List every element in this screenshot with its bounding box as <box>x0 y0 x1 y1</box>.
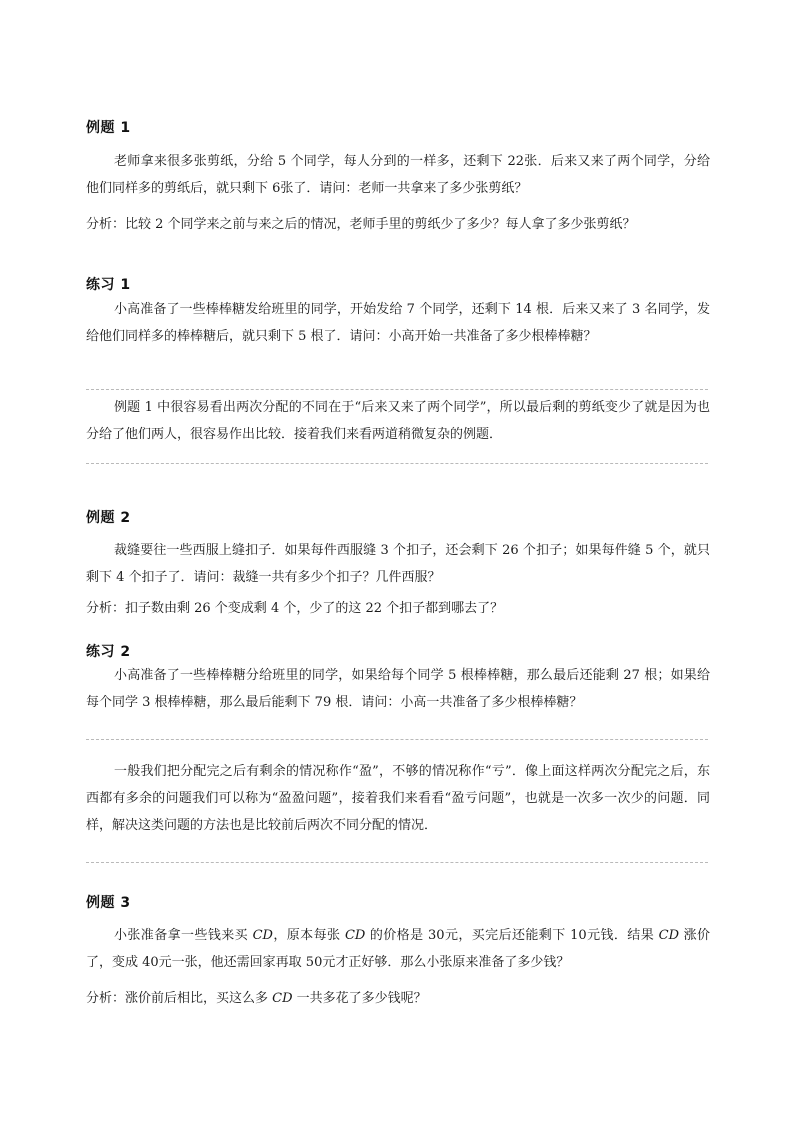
example-3-text: ，原本每张 <box>272 928 345 943</box>
example-3-term-cd: CD <box>344 928 366 943</box>
practice-2 <box>86 641 710 661</box>
dashed-divider <box>86 862 708 863</box>
example-3-analysis-text: 分析：涨价前后相比，买这么多 <box>86 991 273 1006</box>
practice-1-title: 练习 1 <box>86 277 131 293</box>
example-1-title: 例题 1 <box>86 120 131 136</box>
practice-1-body: 小高准备了一些棒棒糖发给班里的同学，开始发给 7 个同学，还剩下 14 根．后来又来了 3 名同学，发给他们同样多的棒棒糖后，就只剩下 5 根了．请问：小高开始一共准备了多少根棒棒糖？ <box>86 302 710 344</box>
example-2-analysis: 分析：扣子数由剩 26 个变成剩 4 个，少了的这 22 个扣子都到哪去了？ <box>86 601 504 616</box>
example-3-analysis-term-cd: CD <box>272 991 293 1006</box>
practice-2-body: 小高准备了一些棒棒糖分给班里的同学，如果给每个同学 5 根棒棒糖，那么最后还能剩 27 根；如果给每个同学 3 根棒棒糖，那么最后能剩下 79 根．请问：小高一共准备了多少根棒棒糖？ <box>86 668 710 710</box>
dashed-divider <box>86 389 708 390</box>
example-3-body <box>86 922 710 976</box>
example-3-analysis-text: 一共多花了多少钱呢？ <box>292 991 427 1006</box>
dashed-divider <box>86 739 708 740</box>
example-3-text: 的价格是 30元，买完后还能剩下 10元钱．结果 <box>365 928 659 943</box>
note-1-body: 例题 1 中很容易看出两次分配的不同在于“后来又来了两个同学”，所以最后剩的剪纸变少了就是因为也分给了他们两人，很容易作出比较．接着我们来看两道稍微复杂的例题． <box>86 400 710 442</box>
practice-2-title: 练习 2 <box>86 644 131 660</box>
practice-1 <box>86 274 710 294</box>
example-3-term-cd: CD <box>252 928 273 943</box>
example-3-analysis <box>86 985 710 1012</box>
example-3 <box>86 892 710 912</box>
example-2-body: 裁缝要往一些西服上缝扣子．如果每件西服缝 3 个扣子，还会剩下 26 个扣子；如果每件缝 5 个，就只剩下 4 个扣子了．请问：裁缝一共有多少个扣子？几件西服？ <box>86 543 710 585</box>
example-2-title: 例题 2 <box>86 510 131 526</box>
example-1 <box>86 117 710 137</box>
example-3-text: 小张准备拿一些钱来买 <box>114 928 253 943</box>
dashed-divider <box>86 463 708 464</box>
example-2 <box>86 507 710 527</box>
example-1-analysis: 分析：比较 2 个同学来之前与来之后的情况，老师手里的剪纸少了多少？每人拿了多少张剪纸？ <box>86 217 636 232</box>
example-3-text: 涨价了，变成 40元一张，他还需回家再取 50元才正好够．那么小张原来准备了多少钱？ <box>86 928 710 970</box>
note-2-body: 一般我们把分配完之后有剩余的情况称作“盈”，不够的情况称作“亏”．像上面这样两次分配完之后，东西都有多余的问题我们可以称为“盈盈问题”，接着我们来看看“盈亏问题”，也就是一次多一次少的问题．同样，解决这类问题的方法也是比较前后两次不同分配的情况． <box>86 764 710 833</box>
example-3-term-cd: CD <box>658 928 680 943</box>
example-1-body: 老师拿来很多张剪纸，分给 5 个同学，每人分到的一样多，还剩下 22张．后来又来了两个同学，分给他们同样多的剪纸后，就只剩下 6张了．请问：老师一共拿来了多少张剪纸？ <box>86 154 710 196</box>
example-3-title: 例题 3 <box>86 895 131 911</box>
